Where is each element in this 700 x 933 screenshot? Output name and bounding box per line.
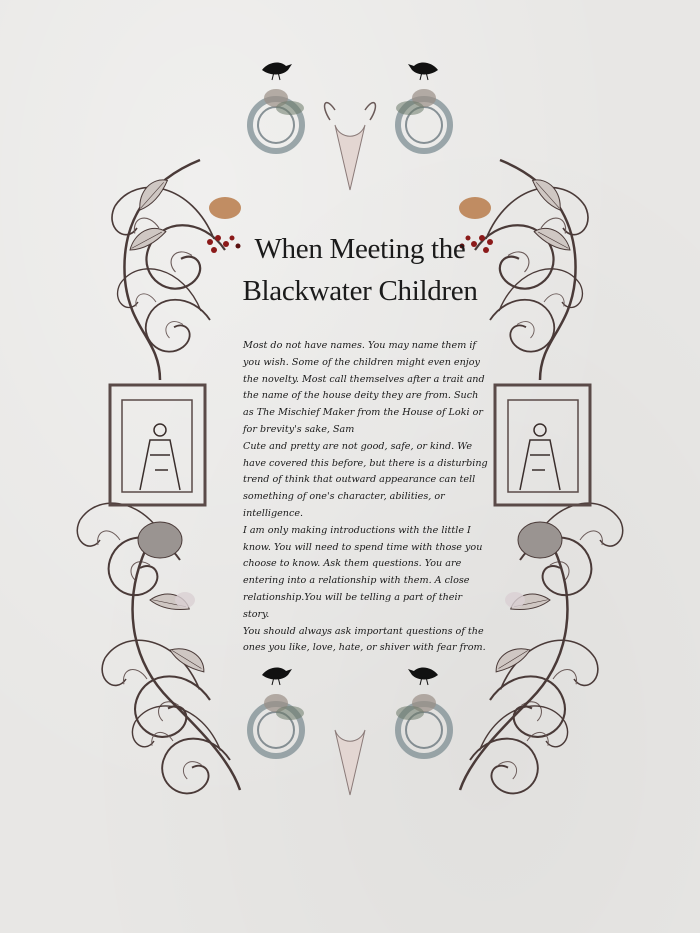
list-item-text: You should always ask important questions of the ones you like, love, hate, or shiver with fear from.	[243, 625, 486, 654]
bottom-raven-skull-ornament	[250, 668, 450, 795]
list-item-text: Cute and pretty are not good, safe, or kind. We have covered this before, but there is a disturbing trend of think that outward appearance can tell something of one's character, abilities, or intelligence.	[243, 440, 488, 519]
crescent-moon-icon	[228, 525, 240, 537]
crescent-moon-icon	[228, 340, 240, 352]
list-item-text: I am only making introductions with the little I know. You will need to spend time with those you choose to know. Ask them questions. You are entering into a relationship with them. A close relationship.You will be telling a part of their story.	[243, 524, 483, 620]
list-item	[228, 523, 490, 624]
crescent-moon-icon	[228, 441, 240, 453]
top-raven-skull-ornament	[250, 63, 450, 190]
title-line-2: Blackwater Children	[242, 275, 478, 307]
page-title	[200, 228, 520, 312]
list-item	[228, 439, 490, 523]
list-item	[228, 338, 490, 439]
list-item-text: Most do not have names. You may name them if you wish. Some of the children might even enjoy the novelty. Most call themselves after a trait and the name of the house deity they are from. Such as The Mischief Maker from the House of Loki or for brevity's sake, Sam	[243, 340, 485, 435]
list-item	[228, 624, 490, 658]
title-line-1: When Meeting the	[254, 233, 466, 265]
guidelines-list	[228, 338, 490, 657]
crescent-moon-icon	[228, 626, 240, 638]
